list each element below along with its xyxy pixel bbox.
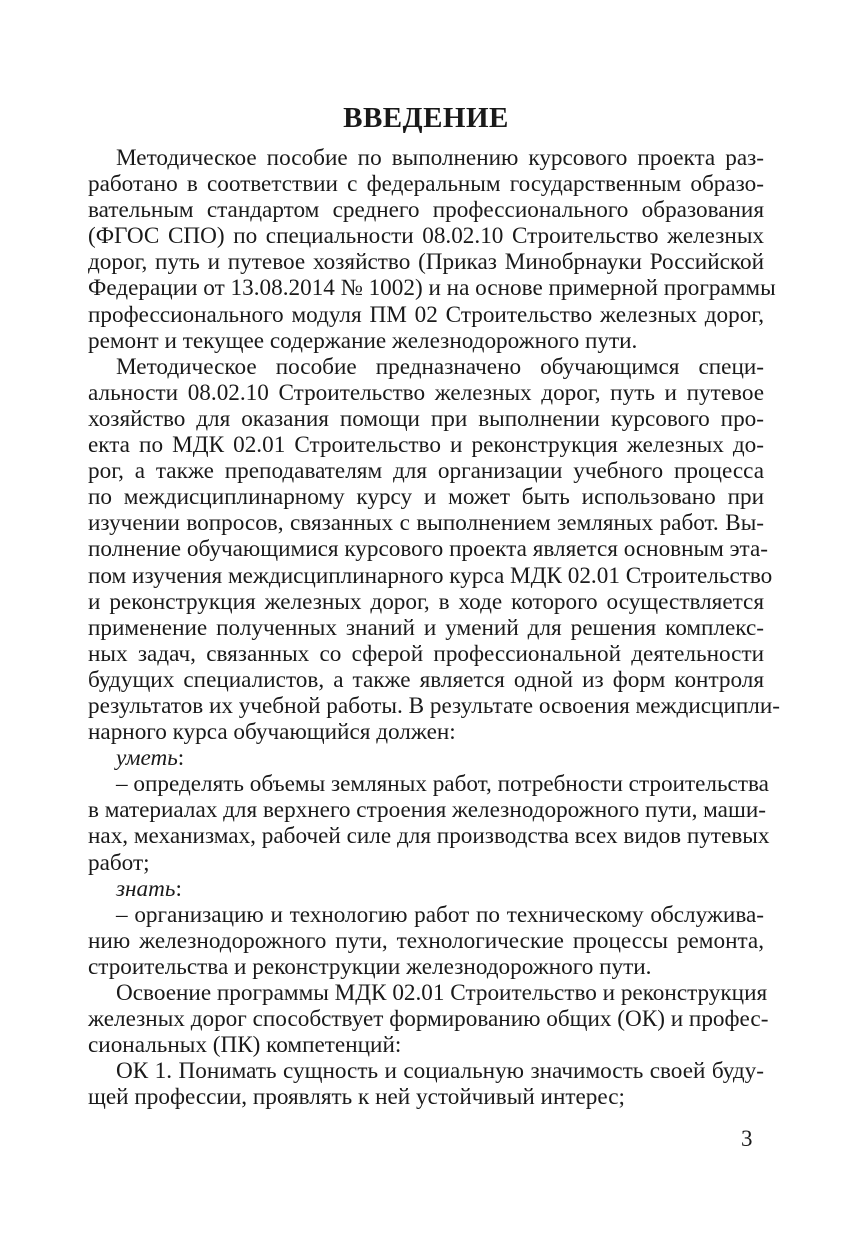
text-line: работано в соответствии с федеральным государственным образо- <box>88 171 764 198</box>
text-line: применение полученных знаний и умений для решения комплекс- <box>88 614 764 641</box>
text-line: сиональных (ПК) компетенций: <box>88 1032 402 1059</box>
text-line: ных задач, связанных со сферой профессиональной деятельности <box>88 640 764 667</box>
text-line: пом изучения междисциплинарного курса МДК 02.01 Строительство <box>88 562 773 589</box>
text-line: екта по МДК 02.01 Строительство и реконструкция железных до- <box>88 432 764 459</box>
text-line: Федерации от 13.08.2014 № 1002) и на основе примерной программы <box>88 275 776 302</box>
text-line: дорог, путь и путевое хозяйство (Приказ Минобрнауки Российской <box>88 249 764 276</box>
text-line: щей профессии, проявлять к ней устойчивый интерес; <box>88 1084 625 1111</box>
text-line: профессионального модуля ПМ 02 Строительство железных дорог, <box>88 301 764 328</box>
skills-label <box>88 745 764 771</box>
paragraph-intro <box>88 145 776 354</box>
text-line: работ; <box>88 849 150 876</box>
text-line: железных дорог способствует формированию общих (ОК) и профес- <box>88 1006 769 1033</box>
paragraph-knowledge <box>88 902 764 980</box>
text-line: нарного курса обучающийся должен: <box>88 719 456 746</box>
text-line: хозяйство для оказания помощи при выполнении курсового про- <box>88 405 764 432</box>
document-page <box>88 100 780 1111</box>
paragraph-competencies <box>88 980 769 1059</box>
text-line: вательным стандартом среднего профессионального образования <box>88 197 764 224</box>
text-line: нах, механизмах, рабочей силе для производства всех видов путевых <box>88 823 770 850</box>
paragraph-skills <box>88 771 770 876</box>
text-line: нию железнодорожного пути, технологические процессы ремонта, <box>88 927 764 954</box>
text-line: строительства и реконструкции железнодорожного пути. <box>88 953 652 980</box>
text-line: – определять объемы земляных работ, потребности строительства <box>116 771 769 798</box>
text-line: и реконструкция железных дорог, в ходе которого осуществляется <box>88 588 764 615</box>
text-line: Освоение программы МДК 02.01 Строительство и реконструкция <box>116 980 768 1006</box>
text-line: ремонт и текущее содержание железнодорожного пути. <box>88 327 638 354</box>
text-line: Методическое пособие по выполнению курсового проекта раз- <box>116 145 764 171</box>
text-line: Методическое пособие предназначено обучающимся специ- <box>116 353 764 380</box>
text-line: (ФГОС СПО) по специальности 08.02.10 Строительство железных <box>88 223 764 250</box>
knowledge-label <box>88 876 764 902</box>
text-line: в материалах для верхнего строения железнодорожного пути, маши- <box>88 797 766 824</box>
text-line: – организацию и технологию работ по техническому обслужива- <box>116 901 764 928</box>
text-line: полнение обучающимися курсового проекта является основным эта- <box>88 536 768 563</box>
skills-label-word: уметь <box>116 745 178 772</box>
text-line: ОК 1. Понимать сущность и социальную значимость своей буду- <box>116 1058 764 1085</box>
skills-label-colon: : <box>177 745 185 772</box>
page-title: ВВЕДЕНИЕ <box>343 102 509 134</box>
knowledge-label-colon: : <box>175 875 182 902</box>
text-line: будущих специалистов, а также является одной из форм контроля <box>88 666 764 693</box>
paragraph-purpose <box>88 353 780 746</box>
page-number: 3 <box>741 1126 753 1151</box>
text-line: результатов их учебной работы. В результате освоения междисципли- <box>88 692 780 719</box>
text-line: изучении вопросов, связанных с выполнением земляных работ. Вы- <box>88 510 764 537</box>
paragraph-ok1 <box>88 1058 764 1110</box>
text-line: рог, а также преподавателям для организации учебного процесса <box>88 458 764 485</box>
text-line: альности 08.02.10 Строительство железных дорог, путь и путевое <box>88 379 764 406</box>
text-line: по междисциплинарному курсу и может быть использовано при <box>88 484 764 511</box>
knowledge-label-word: знать <box>116 875 176 902</box>
